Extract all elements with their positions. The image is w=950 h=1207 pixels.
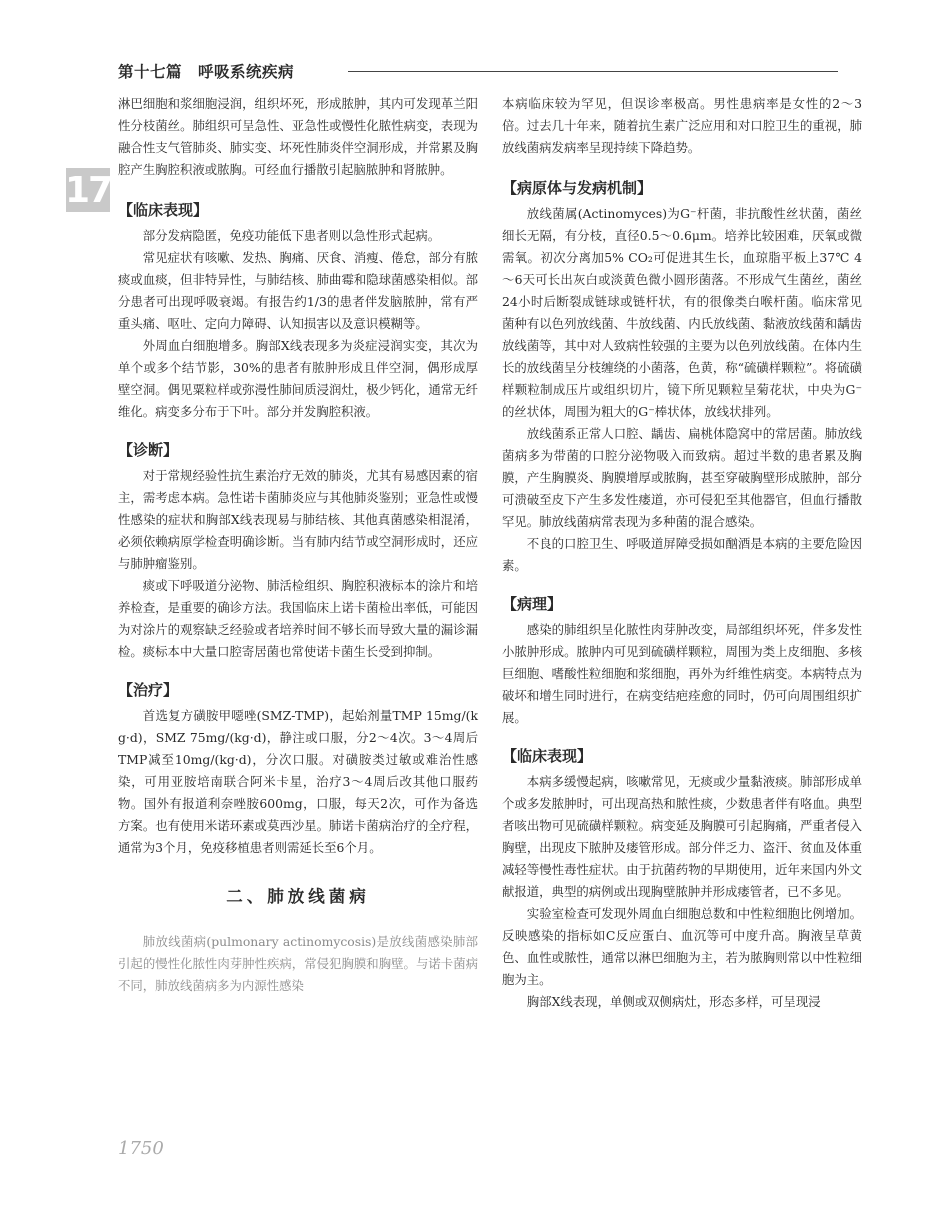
- paragraph: 不良的口腔卫生、呼吸道屏障受损如酗酒是本病的主要危险因素。: [502, 536, 862, 573]
- section-heading: 【诊断】: [118, 441, 179, 459]
- paragraph: 感染的肺组织呈化脓性肉芽肿改变，局部组织坏死，伴多发性小脓肿形成。脓肿内可见到硫磺样颗粒，周围为类上皮细胞、多核巨细胞、嗜酸性粒细胞和浆细胞，再外为纤维性病变。本病特点为破坏和增生同时进行，在病变结疤痊愈的同时，仍可向周围组织扩展。: [502, 622, 862, 725]
- right-column: [502, 93, 862, 1013]
- paragraph: 实验室检查可发现外周血白细胞总数和中性粒细胞比例增加。反映感染的指标如C反应蛋白、血沉等可中度升高。胸液呈草黄色、血性或脓性，通常以淋巴细胞为主，若为脓胸则常以中性粒细胞为主。: [502, 906, 862, 987]
- section-heading: 【病原体与发病机制】: [502, 179, 653, 197]
- paragraph: 常见症状有咳嗽、发热、胸痛、厌食、消瘦、倦怠，部分有脓痰或血痰，但非特异性，与肺结核、肺曲霉和隐球菌感染相似。部分患者可出现呼吸衰竭。有报告约1/3的患者伴发脑脓肿，常有严重头痛、呕吐、定向力障碍、认知损害以及意识模糊等。: [118, 250, 478, 331]
- paragraph: 淋巴细胞和浆细胞浸润，组织坏死，形成脓肿，其内可发现革兰阳性分枝菌丝。肺组织可呈急性、亚急性或慢性化脓性病变，表现为融合性支气管肺炎、肺实变、坏死性肺炎伴空洞形成，并常累及胸腔产生胸腔积液或脓胸。可经血行播散引起脑脓肿和肾脓肿。: [118, 96, 478, 177]
- paragraph: 放线菌属(Actinomyces)为G⁻杆菌，非抗酸性丝状菌，菌丝细长无隔，有分枝，直径0.5～0.6μm。培养比较困难，厌氧或微需氧。初次分离加5% CO₂可促进其生长，血琼脂平板上37℃ 4～6天可长出灰白或淡黄色微小圆形菌落。不形成气生菌丝，菌丝24小时后断裂成链球或链杆状，有的很像类白喉杆菌。临床常见菌种有以色列放线菌、牛放线菌、内氏放线菌、黏液放线菌和龋齿放线菌等，其中对人致病性较强的主要为以色列放线菌。在体内生长的放线菌呈分枝缠绕的小菌落，色黄，称“硫磺样颗粒”。将硫磺样颗粒制成压片或组织切片，镜下所见颗粒呈菊花状，中央为G⁻的丝状体，周围为粗大的G⁻棒状体，放线状排列。: [502, 206, 862, 419]
- paragraph: 胸部X线表现，单侧或双侧病灶，形态多样，可呈现浸: [526, 994, 821, 1009]
- left-column: [118, 93, 478, 997]
- page-number: 1750: [118, 1138, 164, 1159]
- section-heading: 【治疗】: [118, 681, 179, 699]
- chapter-tab: 17: [64, 169, 112, 211]
- section-heading: 【病理】: [502, 595, 563, 613]
- paragraph: 首选复方磺胺甲噁唑(SMZ-TMP)，起始剂量TMP 15mg/(kg·d)，SMZ 75mg/(kg·d)，静注或口服，分2～4次。3～4周后TMP减至10mg/(kg·d)，分次口服。对磺胺类过敏或难治性感染，可用亚胺培南联合阿米卡星，治疗3～4周后改其他口服药物。国外有报道利奈唑胺600mg，口服，每天2次，可作为备选方案。也有使用米诺环素或莫西沙星。肺诺卡菌病治疗的全疗程，通常为3个月，免疫移植患者则需延长至6个月。: [118, 708, 478, 855]
- paragraph: 本病临床较为罕见，但误诊率极高。男性患病率是女性的2～3倍。过去几十年来，随着抗生素广泛应用和对口腔卫生的重视，肺放线菌病发病率呈现持续下降趋势。: [502, 96, 862, 155]
- chapter-section-title: 二、肺放线菌病: [226, 887, 370, 906]
- section-heading: 【临床表现】: [502, 747, 593, 765]
- running-header: [118, 60, 838, 84]
- paragraph: 外周血白细胞增多。胸部X线表现多为炎症浸润实变，其次为单个或多个结节影，30%的患者有脓肿形成且伴空洞，偶形成厚壁空洞。偶见粟粒样或弥漫性肺间质浸润灶，极少钙化，通常无纤维化。病变多分布于下叶。部分并发胸腔积液。: [118, 338, 478, 419]
- paragraph: 对于常规经验性抗生素治疗无效的肺炎，尤其有易感因素的宿主，需考虑本病。急性诺卡菌肺炎应与其他肺炎鉴别；亚急性或慢性感染的症状和胸部X线表现易与肺结核、其他真菌感染相混淆，必须依赖病原学检查明确诊断。当有肺内结节或空洞形成时，还应与肺肿瘤鉴别。: [118, 468, 478, 571]
- paragraph: 部分发病隐匿，免疫功能低下患者则以急性形式起病。: [142, 228, 441, 243]
- header-rule: [348, 71, 838, 72]
- paragraph: 痰或下呼吸道分泌物、肺活检组织、胸腔积液标本的涂片和培养检查，是重要的确诊方法。我国临床上诺卡菌检出率低，可能因为对涂片的观察缺乏经验或者培养时间不够长而导致大量的漏诊漏检。痰标本中大量口腔寄居菌也常使诺卡菌生长受到抑制。: [118, 578, 478, 659]
- section-title: 第十七篇 呼吸系统疾病: [118, 63, 295, 81]
- paragraph: 放线菌系正常人口腔、龋齿、扁桃体隐窝中的常居菌。肺放线菌病多为带菌的口腔分泌物吸入而致病。超过半数的患者累及胸膜，产生胸膜炎、胸膜增厚或脓胸，甚至穿破胸壁形成脓肿，部分可溃破至皮下产生多发性瘘道，亦可侵犯至其他器官，但血行播散罕见。肺放线菌病常表现为多种菌的混合感染。: [502, 426, 862, 529]
- section-heading: 【临床表现】: [118, 201, 209, 219]
- paragraph: 肺放线菌病(pulmonary actinomycosis)是放线菌感染肺部引起的慢性化脓性肉芽肿性疾病，常侵犯胸膜和胸壁。与诺卡菌病不同，肺放线菌病多为内源性感染: [118, 934, 478, 993]
- paragraph: 本病多缓慢起病，咳嗽常见，无痰或少量黏液痰。肺部形成单个或多发脓肿时，可出现高热和脓性痰，少数患者伴有咯血。典型者咳出物可见硫磺样颗粒。病变延及胸膜可引起胸痛，严重者侵入胸壁，出现皮下脓肿及瘘管形成。部分伴乏力、盗汗、贫血及体重减轻等慢性毒性症状。由于抗菌药物的早期使用，近年来国内外文献报道，典型的病例或出现胸壁脓肿并形成瘘管者，已不多见。: [502, 774, 862, 899]
